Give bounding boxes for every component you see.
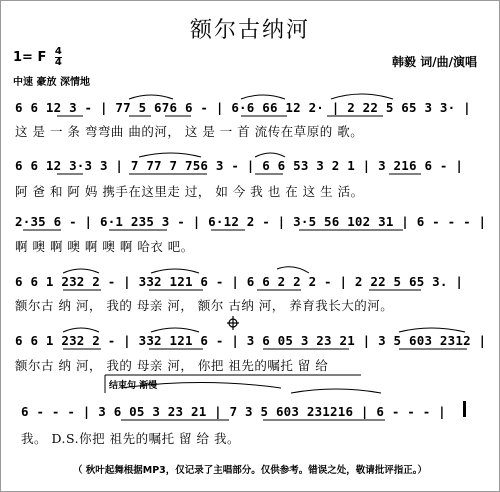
lyric-line-3: 啊 噢 啊 噢 啊 噢 啊 哈衣 吧。: [15, 239, 194, 254]
notation-line-3: 2·35 6 - | 6·1 235 3 - | 6·12 2 - | 3·5 56 102 31 | 6 - - - |: [15, 214, 487, 229]
credits: 韩毅 词/曲/演唱: [392, 55, 477, 69]
notation-line-5: 6 6 1 232 2 - | 332 121 6 - | 3 6 05 3 23 21 | 3 5 603 2312 |: [15, 333, 487, 348]
song-title: 额尔古纳河: [189, 18, 310, 43]
notation-overlay: [1, 1, 499, 491]
lyric-line-2: 阿 爸 和 阿 妈 携手在这里走 过， 如 今 我 也 在 这 生 活。: [15, 184, 364, 199]
lyric-line-4: 额尔古 纳 河， 我的 母亲 河， 额尔 古纳 河， 养育我长大的河。: [15, 298, 394, 313]
ending-label: 结束句 渐慢: [109, 381, 158, 391]
notation-line-6: 6 - - - | 3 6 05 3 23 21 | 7 3 5 603 231216 | 6 - - - |: [21, 404, 446, 419]
time-denominator: 4: [54, 57, 62, 68]
notation-line-2: 6 6 12 3·3 3 | 7 77 7 756 3 - | 6 6 53 3 2 1 | 3 216 6 - |: [15, 158, 464, 173]
time-numerator: 4: [54, 46, 62, 57]
lyric-line-1: 这 是 一 条 弯弯曲 曲的河， 这 是 一 首 流传在草原的 歌。: [15, 124, 364, 139]
lyric-line-6: 我。 D.S.你把 祖先的嘱托 留 给 我。: [21, 431, 241, 446]
key-signature: 1= F: [13, 50, 47, 65]
footnote: （ 秋叶起舞根据MP3，仅记录了主唱部分。仅供参考。错误之处，敬请批评指正。）: [72, 465, 428, 476]
tempo-marking: 中速 豪放 深情地: [13, 77, 90, 88]
notation-line-1: 6 6 12 3 - | 77 5 676 6 - | 6·6 66 12 2· | 2 22 5 65 3 3· |: [15, 100, 471, 115]
lyric-line-5: 额尔古 纳 河， 我的 母亲 河， 你把 祖先的嘱托 留 给: [15, 358, 329, 373]
notation-line-4: 6 6 1 232 2 - | 332 121 6 - | 6 6 2 2 2 - | 2 22 5 65 3. |: [15, 274, 464, 289]
